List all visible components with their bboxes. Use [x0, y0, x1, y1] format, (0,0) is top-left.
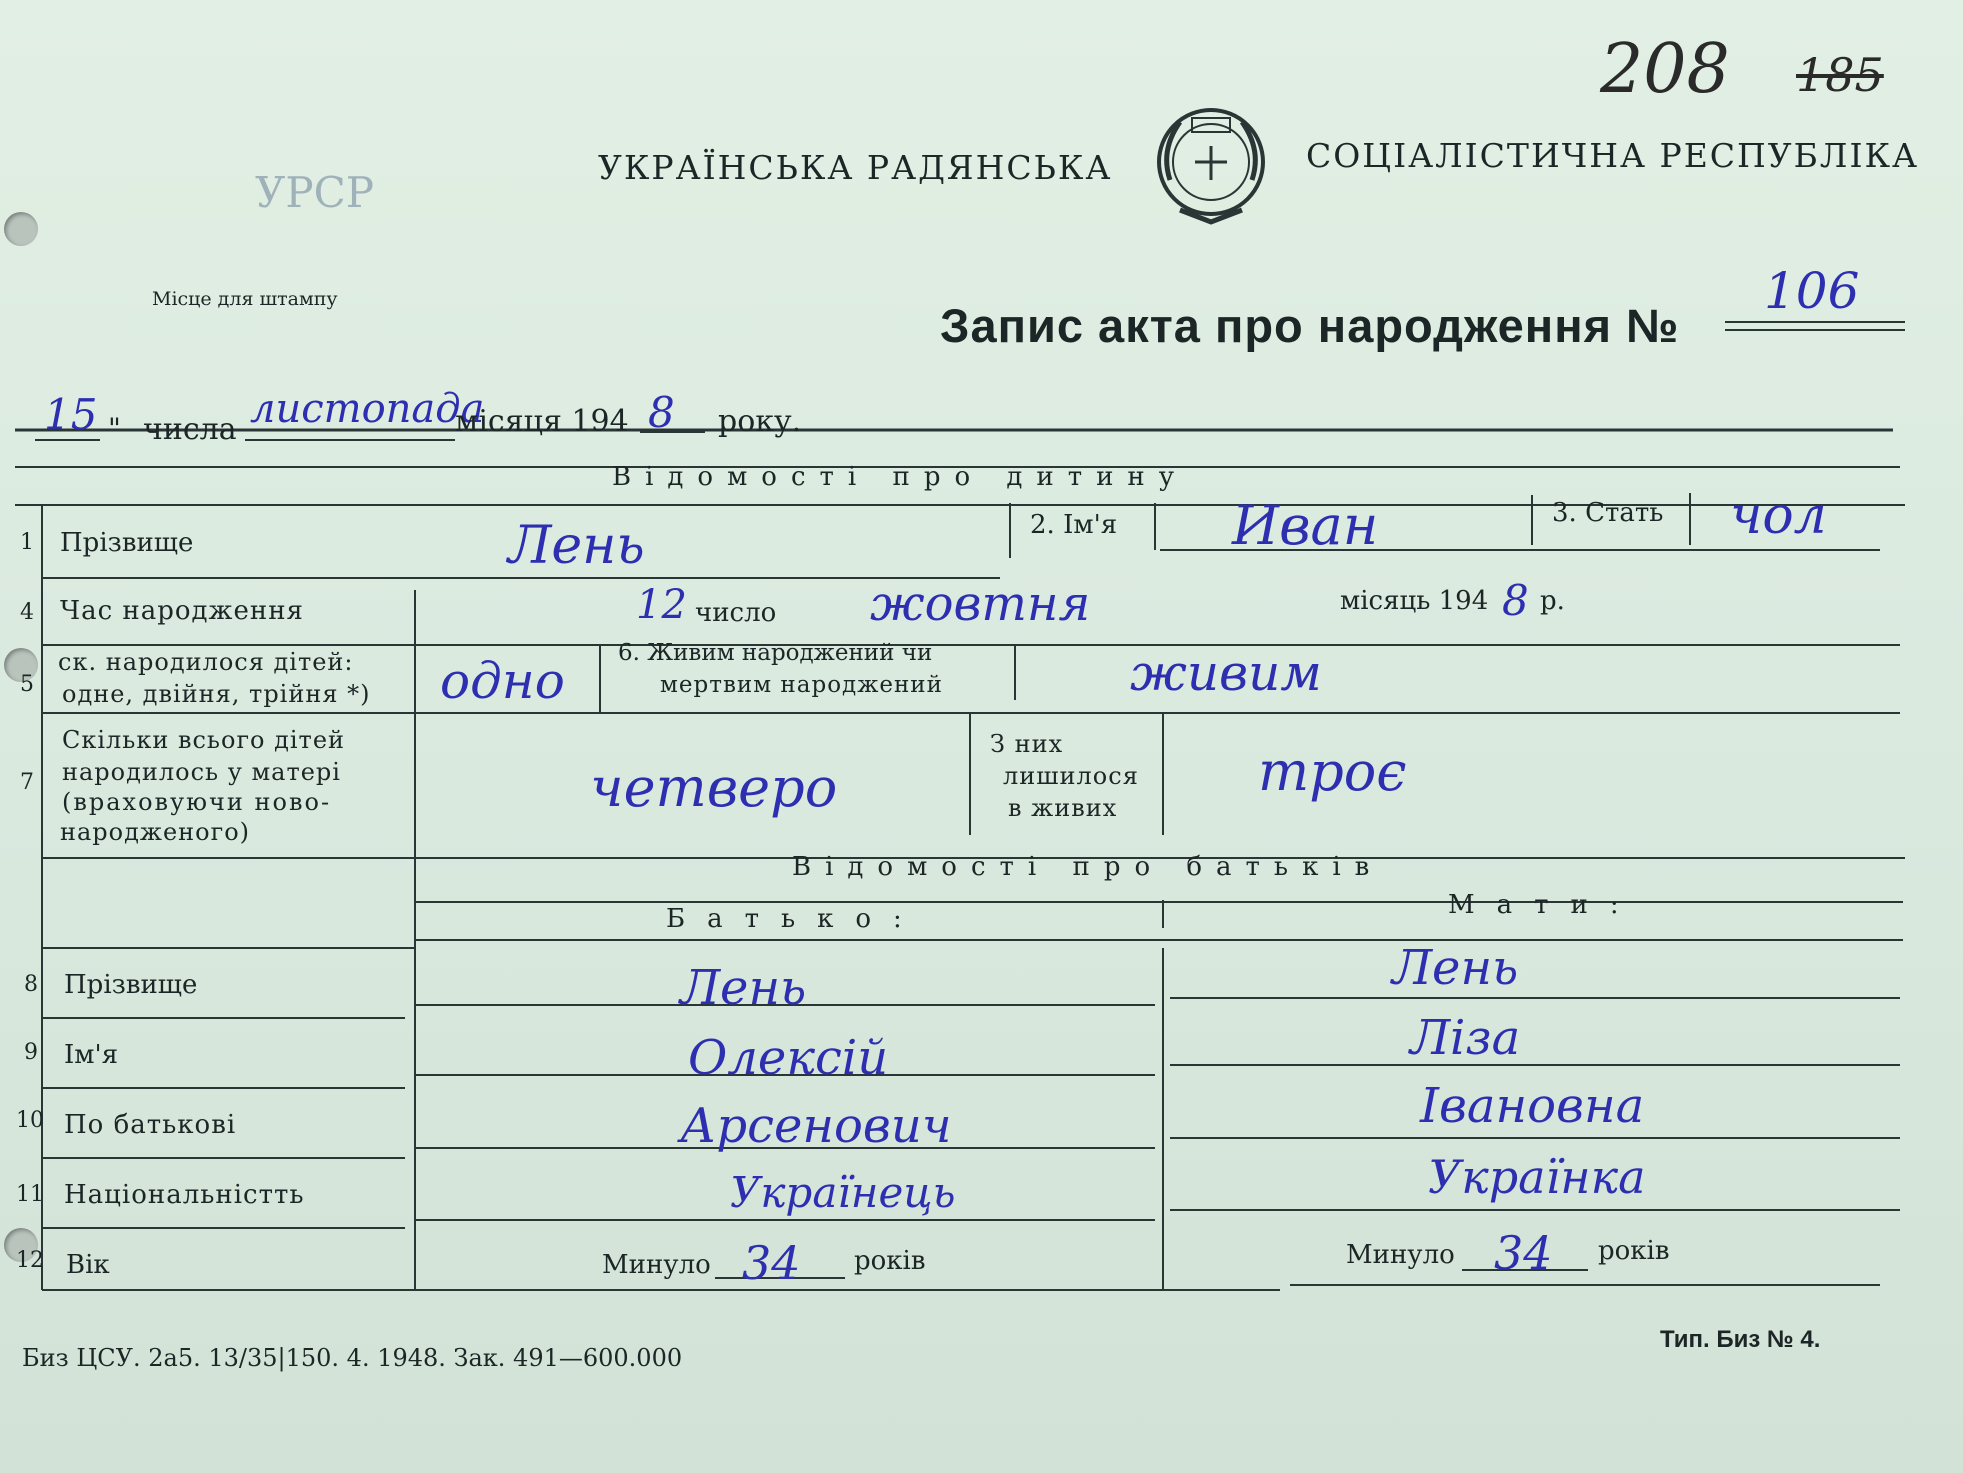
row-number: 1	[20, 530, 34, 555]
row-number: 9	[24, 1040, 38, 1065]
archive-number-current: 208	[1600, 30, 1730, 109]
date-year-digit: 8	[648, 388, 675, 437]
survived-label-1: З них	[990, 730, 1064, 758]
father-age-prefix: Минуло	[602, 1250, 711, 1280]
stamp-place-label: Місце для штампу	[152, 288, 338, 310]
date-day: 15	[44, 390, 98, 439]
date-month: листопада	[250, 386, 485, 432]
date-day-label: числа	[143, 412, 237, 447]
child-surname-value: Лень	[508, 516, 645, 576]
bleed-through-text: УРСР	[255, 168, 375, 217]
child-surname-label: Прізвище	[60, 528, 194, 558]
born-count-label-1: ск. народилося дітей:	[58, 648, 354, 676]
alive-value: живим	[1130, 644, 1322, 702]
date-year-label: року.	[718, 404, 802, 439]
mother-nationality-value: Українка	[1428, 1150, 1646, 1204]
header-left: УКРАЇНСЬКА РАДЯНСЬКА	[598, 148, 1113, 187]
mother-name-value: Ліза	[1410, 1010, 1521, 1066]
parent-patronymic-label: По батькові	[64, 1110, 237, 1140]
parent-surname-label: Прізвище	[64, 970, 198, 1000]
alive-label-2: мертвим народжений	[660, 672, 943, 698]
child-sex-label: 3. Стать	[1552, 498, 1664, 528]
date-month-label: місяця 194	[455, 404, 629, 439]
header-right: СОЦІАЛІСТИЧНА РЕСПУБЛІКА	[1306, 136, 1920, 175]
alive-label-1: 6. Живим народжений чи	[618, 640, 933, 666]
page-title: Запис акта про народження №	[940, 299, 1680, 352]
ussr-ukraine-emblem-icon	[1150, 100, 1272, 230]
row-number: 8	[24, 972, 38, 997]
total-children-label-4: народженого)	[60, 818, 251, 846]
father-name-value: Олексій	[688, 1030, 889, 1086]
archive-number-old: 185	[1796, 48, 1884, 102]
survived-label-2: лишилося	[1003, 762, 1139, 790]
mother-patronymic-value: Івановна	[1420, 1078, 1645, 1134]
child-sex-value: чол	[1730, 486, 1827, 546]
row-number: 10	[16, 1108, 44, 1133]
total-children-label-2: народилось у матері	[62, 758, 341, 786]
row-number: 7	[20, 770, 34, 795]
birth-time-label: Час народження	[60, 596, 304, 626]
total-children-label-1: Скільки всього дітей	[62, 726, 346, 754]
child-name-value: Иван	[1232, 494, 1379, 557]
birth-month-value: жовтня	[870, 576, 1091, 632]
row-number: 11	[16, 1182, 44, 1207]
child-section-title: Відомості про дитину	[612, 462, 1189, 492]
father-age-suffix: років	[854, 1246, 926, 1276]
father-age-value: 34	[742, 1236, 801, 1290]
birth-year-label: р.	[1540, 586, 1565, 616]
survived-label-3: в живих	[1008, 794, 1118, 822]
child-name-label: 2. Ім'я	[1030, 510, 1118, 540]
mother-age-prefix: Минуло	[1346, 1240, 1455, 1270]
mother-header: Мати:	[1448, 890, 1641, 920]
parent-nationality-label: Національністть	[64, 1180, 305, 1210]
mother-age-value: 34	[1494, 1226, 1553, 1280]
father-nationality-value: Українець	[730, 1168, 956, 1217]
total-children-label-3: (враховуючи ново-	[62, 788, 332, 816]
father-header: Батько:	[666, 904, 924, 934]
mother-surname-value: Лень	[1392, 940, 1519, 996]
record-number: 106	[1764, 262, 1860, 320]
born-count-value: одно	[440, 652, 565, 710]
father-patronymic-value: Арсенович	[680, 1098, 952, 1154]
father-surname-value: Лень	[680, 960, 807, 1016]
parents-section-title: Відомості про батьків	[792, 852, 1384, 882]
row-number: 5	[20, 672, 34, 697]
birth-day-label: число	[695, 598, 777, 628]
footer-left: Биз ЦСУ. 2а5. 13/35|150. 4. 1948. Зак. 491—600.000	[22, 1344, 683, 1372]
total-children-value: четверо	[590, 756, 838, 819]
mother-age-suffix: років	[1598, 1236, 1670, 1266]
birth-year-digit: 8	[1502, 576, 1529, 625]
parent-name-label: Ім'я	[64, 1040, 119, 1070]
row-number: 4	[20, 600, 34, 625]
age-label: Вік	[66, 1250, 110, 1280]
survived-value: троє	[1258, 740, 1407, 803]
date-quote: "	[108, 412, 121, 445]
born-count-label-2: одне, двійня, трійня *)	[62, 680, 371, 708]
footer-right: Тип. Биз № 4.	[1660, 1326, 1821, 1353]
birth-month-label: місяць 194	[1340, 586, 1489, 616]
birth-day-value: 12	[636, 582, 687, 628]
row-number: 12	[16, 1248, 44, 1273]
